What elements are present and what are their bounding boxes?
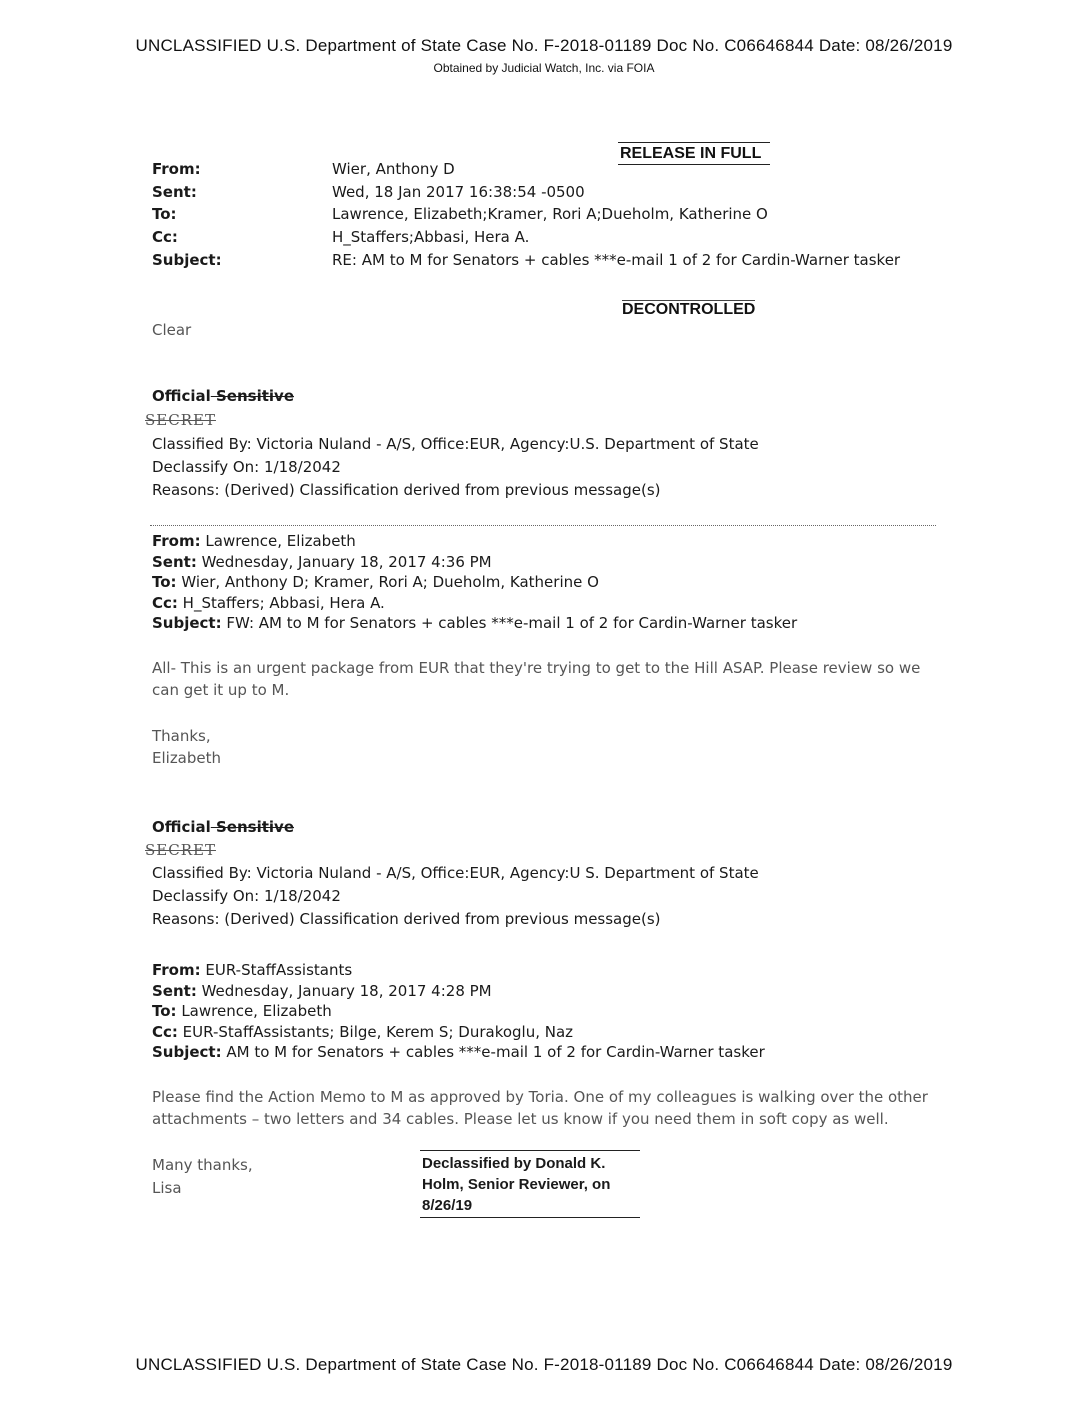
- classified-by: Classified By: Victoria Nuland - A/S, Office:EUR, Agency:U.S. Department of State: [152, 435, 759, 453]
- msg3-subject: [152, 1042, 765, 1063]
- msg2-sent-value: Wednesday, January 18, 2017 4:36 PM: [196, 553, 492, 571]
- message-divider: [150, 525, 936, 526]
- msg2-cc: [152, 593, 385, 614]
- msg3-sent: [152, 981, 492, 1002]
- release-in-full-stamp: RELEASE IN FULL: [618, 142, 770, 165]
- msg3-thanks: Many thanks,: [152, 1156, 253, 1174]
- msg3-subject-value: AM to M for Senators + cables ***e-mail 1 of 2 for Cardin-Warner tasker: [221, 1043, 765, 1061]
- msg2-to-value: Wier, Anthony D; Kramer, Rori A; Dueholm, Katherine O: [176, 573, 599, 591]
- msg3-signature: Lisa: [152, 1179, 182, 1197]
- msg2-subject: [152, 613, 797, 634]
- msg2-body-line2: can get it up to M.: [152, 681, 290, 699]
- reply-body: Clear: [152, 321, 192, 339]
- classification-marking-2: [152, 817, 294, 838]
- msg2-signature: Elizabeth: [152, 749, 222, 767]
- msg2-cc-label: Cc:: [152, 594, 178, 612]
- subject-value: RE: AM to M for Senators + cables ***e-mail 1 of 2 for Cardin-Warner tasker: [332, 250, 901, 269]
- document-footer-stamp: UNCLASSIFIED U.S. Department of State Case No. F-2018-01189 Doc No. C06646844 Date: 08/26/2019: [135, 1355, 953, 1374]
- declassified-stamp: [420, 1150, 640, 1218]
- msg2-subject-value: FW: AM to M for Senators + cables ***e-mail 1 of 2 for Cardin-Warner tasker: [221, 614, 798, 632]
- decontrolled-stamp: DECONTROLLED: [622, 301, 756, 318]
- header-cc-row: [152, 226, 900, 249]
- document-header-stamp: UNCLASSIFIED U.S. Department of State Case No. F-2018-01189 Doc No. C06646844 Date: 08/26/2019: [135, 36, 953, 55]
- sent-label: Sent:: [152, 182, 197, 201]
- msg2-cc-value: H_Staffers; Abbasi, Hera A.: [177, 594, 385, 612]
- msg3-from-label: From:: [152, 961, 201, 979]
- msg2-to-label: To:: [152, 573, 177, 591]
- header-subject-row: [152, 248, 900, 271]
- subject-label: Subject:: [152, 250, 222, 269]
- msg3-from: [152, 960, 352, 981]
- header-to-row: [152, 203, 900, 226]
- declassified-line3: 8/26/19: [422, 1197, 473, 1214]
- msg3-to-label: To:: [152, 1002, 177, 1020]
- declassified-line2: Holm, Senior Reviewer, on: [422, 1176, 611, 1193]
- classification-reasons-2: Reasons: (Derived) Classification derived from previous message(s): [152, 910, 661, 928]
- msg2-from-label: From:: [152, 532, 201, 550]
- msg2-to: [152, 572, 599, 593]
- classification-marking: [152, 386, 294, 407]
- to-value: Lawrence, Elizabeth;Kramer, Rori A;Dueholm, Katherine O: [332, 205, 768, 224]
- sensitive-struck: Sensitive: [210, 387, 294, 405]
- msg2-sent-label: Sent:: [152, 553, 197, 571]
- msg3-from-value: EUR-StaffAssistants: [200, 961, 353, 979]
- secret-struck: SECRET: [145, 411, 216, 429]
- msg3-sent-label: Sent:: [152, 982, 197, 1000]
- msg3-body-line2: attachments – two letters and 34 cables. Please let us know if you need them in soft copy as well.: [152, 1110, 889, 1128]
- msg3-cc-value: EUR-StaffAssistants; Bilge, Kerem S; Durakoglu, Naz: [177, 1023, 574, 1041]
- msg3-to: [152, 1001, 332, 1022]
- msg3-sent-value: Wednesday, January 18, 2017 4:28 PM: [196, 982, 492, 1000]
- msg3-subject-label: Subject:: [152, 1043, 222, 1061]
- declassify-on-2: Declassify On: 1/18/2042: [152, 887, 341, 905]
- foia-source-note: Obtained by Judicial Watch, Inc. via FOIA: [433, 61, 655, 75]
- official-label-2: Official: [152, 818, 211, 836]
- official-label: Official: [152, 387, 211, 405]
- msg3-cc: [152, 1022, 573, 1043]
- msg2-thanks: Thanks,: [152, 727, 211, 745]
- msg2-subject-label: Subject:: [152, 614, 222, 632]
- to-label: To:: [152, 205, 177, 224]
- email-header: [152, 158, 900, 271]
- classified-by-2: Classified By: Victoria Nuland - A/S, Office:EUR, Agency:U S. Department of State: [152, 864, 759, 882]
- cc-value: H_Staffers;Abbasi, Hera A.: [332, 228, 530, 247]
- from-value: Wier, Anthony D: [332, 160, 455, 179]
- declassified-line1: Declassified by Donald K.: [422, 1155, 606, 1172]
- cc-label: Cc:: [152, 228, 178, 247]
- msg2-sent: [152, 552, 492, 573]
- header-sent-row: [152, 181, 900, 204]
- msg2-from-value: Lawrence, Elizabeth: [200, 532, 356, 550]
- header-from-row: [152, 158, 900, 181]
- msg2-body-line1: All- This is an urgent package from EUR that they're trying to get to the Hill ASAP. Please review so we: [152, 659, 921, 677]
- classification-reasons: Reasons: (Derived) Classification derived from previous message(s): [152, 481, 661, 499]
- declassify-on: Declassify On: 1/18/2042: [152, 458, 341, 476]
- secret-struck-2: SECRET: [145, 841, 216, 859]
- msg3-body-line1: Please find the Action Memo to M as approved by Toria. One of my colleagues is walking over the other: [152, 1088, 928, 1106]
- sent-value: Wed, 18 Jan 2017 16:38:54 -0500: [332, 182, 585, 201]
- msg3-to-value: Lawrence, Elizabeth: [176, 1002, 332, 1020]
- from-label: From:: [152, 160, 201, 179]
- msg2-from: [152, 531, 356, 552]
- sensitive-struck-2: Sensitive: [210, 818, 294, 836]
- msg3-cc-label: Cc:: [152, 1023, 178, 1041]
